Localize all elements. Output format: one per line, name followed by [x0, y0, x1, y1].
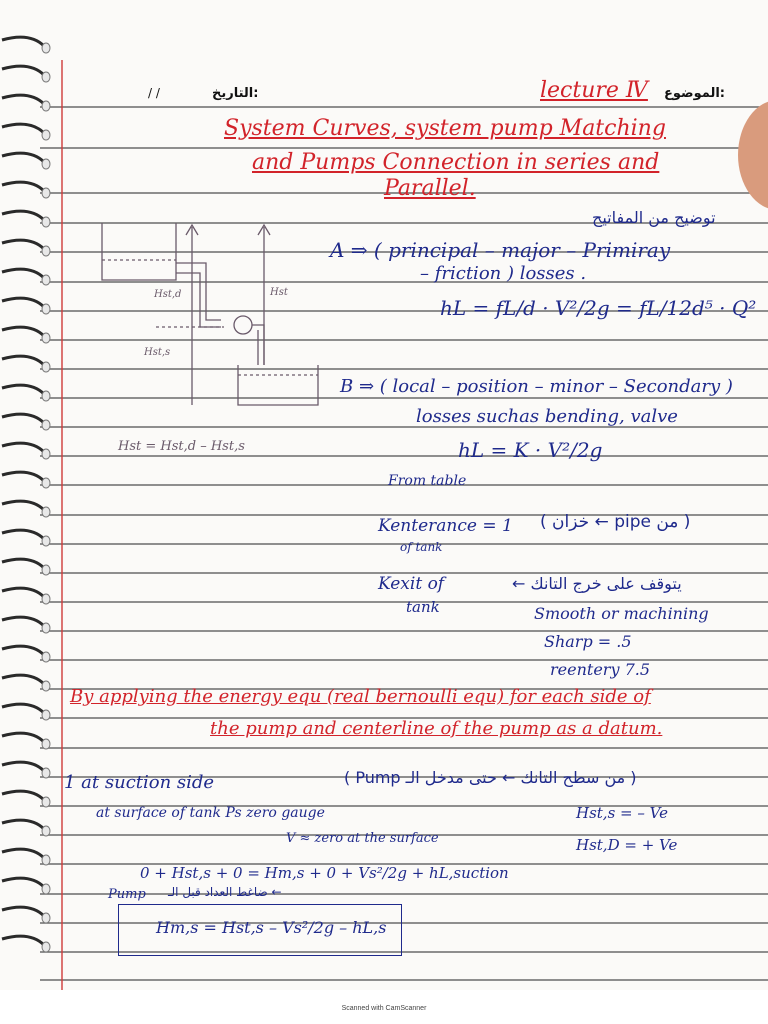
boxed-equation: Hm,s = Hst,s – Vs²/2g – hL,s: [156, 918, 387, 937]
b-bending-valve: losses suchas bending, valve: [416, 406, 678, 427]
subject-label: الموضوع:: [664, 86, 725, 101]
label-hst-d: Hst,d: [154, 289, 182, 300]
b-local-losses: B ⇒ ( local – position – minor – Secondary ): [340, 376, 733, 397]
velocity-zero: V ≈ zero at the surface: [286, 831, 439, 846]
k-entrance: Kenterance = 1: [378, 516, 513, 536]
k-exit-arabic: يتوقف على خرج التانك ←: [512, 574, 682, 593]
spiral-binding: [0, 30, 56, 990]
a-principal-losses: A ⇒ ( principal – major – Primiray: [330, 238, 671, 262]
title-line-2: and Pumps Connection in series and: [252, 150, 660, 175]
gauge-note-arabic: ← ضاغط العداد قبل الـ: [168, 885, 282, 899]
tank-word: tank: [406, 598, 440, 616]
k-entrance-arabic: ( من pipe ← خزان ): [540, 512, 691, 532]
hst-relation: Hst = Hst,d – Hst,s: [118, 439, 245, 454]
surface-of-tank: at surface of tank Ps zero gauge: [96, 805, 325, 821]
energy-statement-1: By applying the energy equ (real bernoulli equ) for each side of: [70, 686, 651, 707]
smooth-machining: Smooth or machining: [534, 604, 709, 623]
date-value: / /: [148, 86, 160, 100]
reentry-value: reentery 7.5: [550, 660, 651, 679]
b-minor-formula: hL = K · V²/2g: [458, 438, 603, 462]
pump-word: Pump: [108, 887, 146, 902]
hst-s-sign: Hst,s = – Ve: [576, 804, 668, 822]
suction-energy-equation: 0 + Hst,s + 0 = Hm,s + 0 + Vs²/2g + hL,suction: [140, 864, 509, 882]
suction-heading-arabic: ( من سطح التانك ← حتى مدخل الـ Pump ): [344, 768, 637, 787]
a-friction-losses: – friction ) losses .: [420, 263, 587, 284]
title-line-3: Parallel.: [384, 176, 476, 201]
lecture-number: lecture Ⅳ: [540, 78, 648, 103]
k-exit: Kexit of: [378, 574, 445, 594]
arabic-intro-note: توضيح من المفاتيح: [592, 208, 716, 227]
title-line-1: System Curves, system pump Matching: [224, 116, 666, 141]
label-hst: Hst: [270, 287, 288, 298]
scanner-watermark: Scanned with CamScanner: [341, 1005, 427, 1012]
of-tank-1: of tank: [400, 540, 443, 554]
pump-system-sketch: [96, 215, 331, 410]
sharp-value: Sharp = .5: [544, 632, 632, 651]
date-label: التاريخ:: [212, 86, 259, 101]
hst-d-sign: Hst,D = + Ve: [576, 836, 678, 854]
suction-heading: 1 at suction side: [64, 772, 215, 793]
label-hst-s: Hst,s: [144, 347, 171, 358]
energy-statement-2: the pump and centerline of the pump as a datum.: [210, 718, 663, 739]
from-table-note: From table: [388, 473, 467, 489]
a-darcy-formula: hL = fL/d · V²/2g = fL/12d⁵ · Q²: [440, 296, 757, 320]
